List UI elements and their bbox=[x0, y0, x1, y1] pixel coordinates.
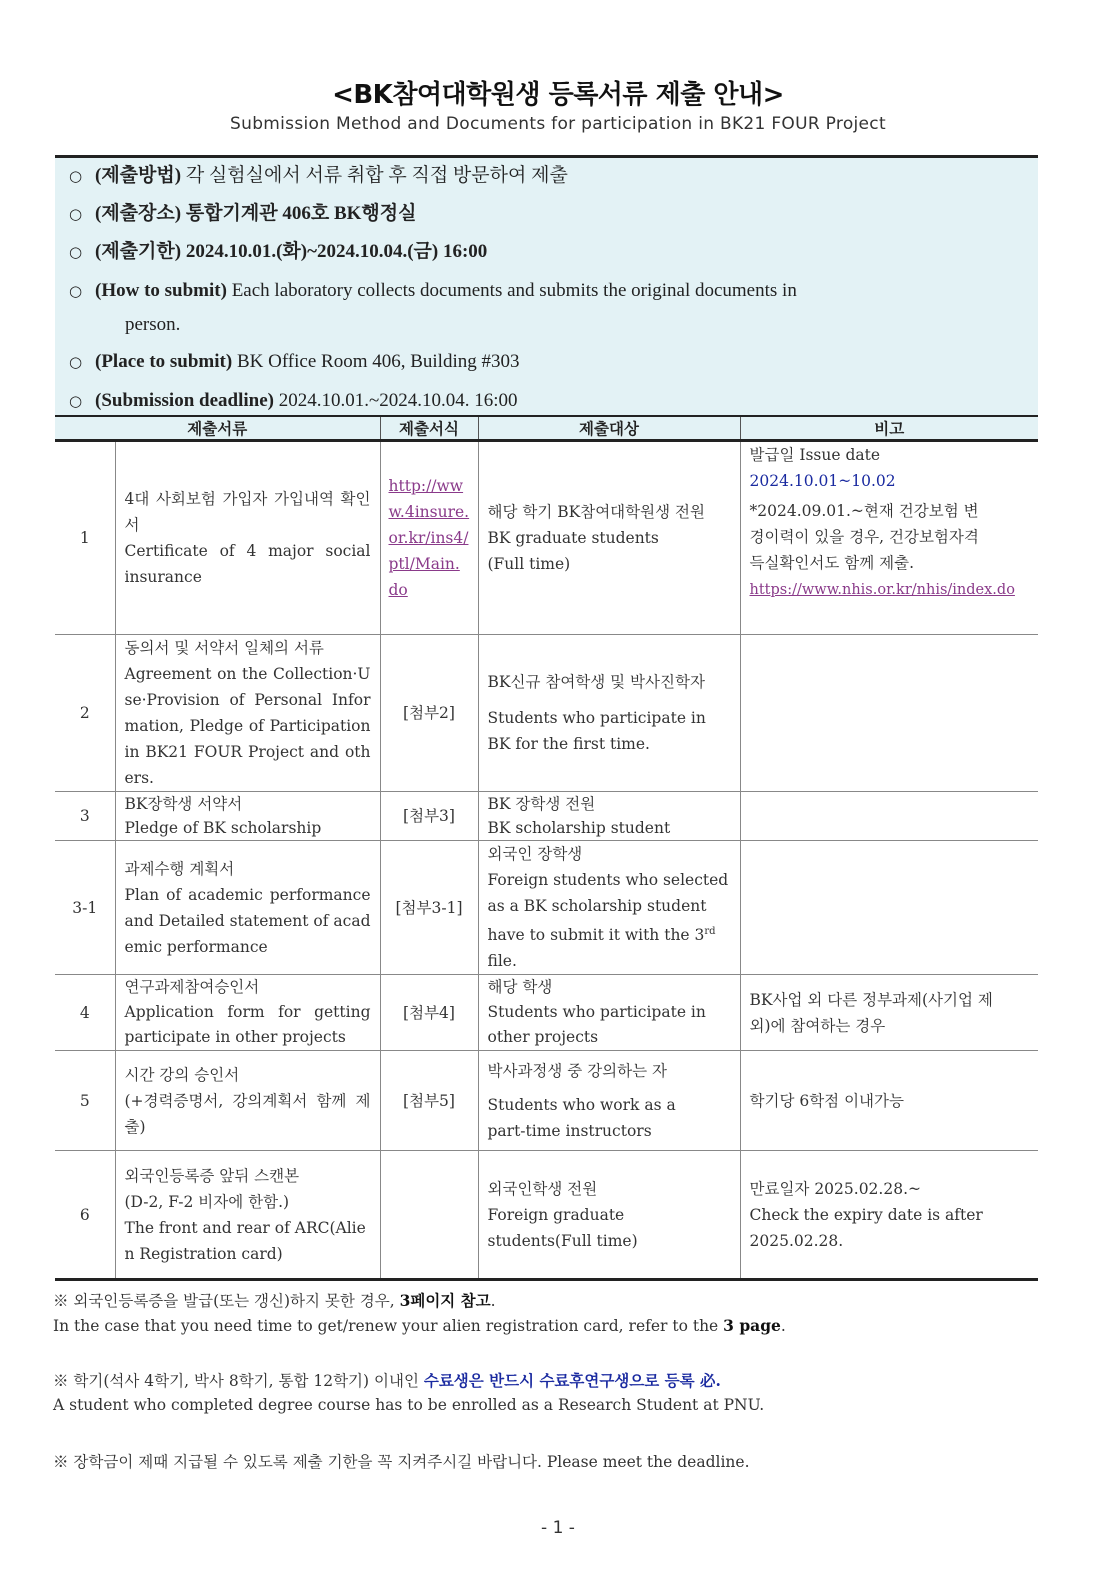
note-alien-card-ko bbox=[53, 1289, 496, 1311]
bullet-icon: ○ bbox=[69, 392, 83, 410]
remarks-cell bbox=[740, 792, 1038, 841]
row-number: 4 bbox=[55, 975, 115, 1051]
info-text-continued: person. bbox=[125, 314, 181, 335]
row-number: 3-1 bbox=[55, 841, 115, 975]
note-text: In the case that you need time to get/renew your alien registration card, refer to the bbox=[53, 1317, 724, 1335]
table-row bbox=[55, 975, 1038, 1051]
page-number: - 1 - bbox=[541, 1518, 575, 1538]
info-label: (Place to submit) bbox=[95, 351, 233, 372]
remarks-cell bbox=[740, 441, 1038, 635]
document-name-ko: BK장학생 서약서 bbox=[124, 795, 243, 813]
remarks-text: *2024.09.01.~현재 건강보험 변경이력이 있을 경우, 건강보험자격득실확인서도 함께 제출. bbox=[749, 502, 979, 572]
row-number: 2 bbox=[55, 635, 115, 792]
note-text: ※ 학기(석사 4학기, 박사 8학기, 통합 12학기) 이내인 bbox=[53, 1372, 424, 1390]
form-cell bbox=[380, 1151, 478, 1280]
document-name-ko: 연구과제참여승인서 bbox=[124, 978, 260, 997]
document-cell bbox=[115, 441, 380, 635]
document-name-ko: 외국인등록증 앞뒤 스캔본 bbox=[124, 1166, 300, 1185]
remarks-cell bbox=[740, 841, 1038, 975]
target-cell bbox=[478, 841, 740, 975]
target-cell bbox=[478, 635, 740, 792]
info-item-place-en bbox=[69, 345, 520, 379]
row-number: 6 bbox=[55, 1151, 115, 1280]
target-ko: 외국인 장학생 bbox=[487, 845, 583, 863]
issue-date-label: 발급일 Issue date bbox=[749, 446, 881, 464]
table-header-row bbox=[55, 416, 1038, 441]
nhis-link[interactable]: https://www.nhis.or.kr/nhis/index.do bbox=[749, 582, 1015, 598]
ordinal-suffix: rd bbox=[704, 926, 716, 937]
document-name-ko: 과제수행 계획서 bbox=[124, 859, 235, 878]
document-name-en: Pledge of BK scholarship bbox=[124, 819, 322, 837]
document-cell bbox=[115, 841, 380, 975]
info-text: Each laboratory collects documents and submits the original documents in bbox=[226, 280, 797, 301]
document-name-en: Certificate of 4 major social insurance bbox=[124, 542, 371, 586]
target-cell bbox=[478, 441, 740, 635]
documents-table bbox=[55, 415, 1038, 1281]
form-cell: [첨부3-1] bbox=[380, 841, 478, 975]
submission-info-box bbox=[55, 155, 1038, 415]
remarks-cell: 학기당 6학점 이내가능 bbox=[740, 1051, 1038, 1151]
table-row bbox=[55, 841, 1038, 975]
target-cell bbox=[478, 1051, 740, 1151]
note-text: ※ 외국인등록증을 발급(또는 갱신)하지 못한 경우, bbox=[53, 1292, 400, 1310]
info-item-deadline bbox=[69, 235, 487, 269]
document-name-ko: 동의서 및 서약서 일체의 서류 bbox=[124, 639, 324, 657]
form-cell: [첨부3] bbox=[380, 792, 478, 841]
form-cell bbox=[380, 441, 478, 635]
target-ko: 외국인학생 전원 bbox=[487, 1179, 598, 1198]
target-ko: 해당 학생 bbox=[487, 978, 553, 997]
document-cell bbox=[115, 1051, 380, 1151]
info-text: 2024.10.01.(화)~2024.10.04.(금) 16:00 bbox=[181, 241, 488, 262]
target-ko: 해당 학기 BK참여대학원생 전원 bbox=[487, 503, 705, 521]
note-highlight: 수료생은 반드시 수료후연구생으로 등록 必. bbox=[423, 1371, 721, 1390]
remarks-cell bbox=[740, 635, 1038, 792]
document-name-ko: 시간 강의 승인서 bbox=[124, 1065, 240, 1084]
table-row bbox=[55, 1051, 1038, 1151]
info-text: BK Office Room 406, Building #303 bbox=[232, 351, 520, 372]
bullet-icon: ○ bbox=[69, 353, 83, 371]
target-cell bbox=[478, 975, 740, 1051]
target-en: Students who work as a part-time instructors bbox=[487, 1095, 676, 1140]
expiry-date-en: Check the expiry date is after 2025.02.28. bbox=[749, 1205, 983, 1250]
row-number: 5 bbox=[55, 1051, 115, 1151]
document-name-visa: (D-2, F-2 비자에 한함.) bbox=[124, 1192, 290, 1211]
document-name-ko: 4대 사회보험 가입자 가입내역 확인서 bbox=[124, 490, 371, 534]
bullet-icon: ○ bbox=[69, 282, 83, 300]
bullet-icon: ○ bbox=[69, 243, 83, 261]
header-remarks: 비고 bbox=[740, 416, 1038, 441]
document-cell bbox=[115, 975, 380, 1051]
target-en: BK graduate students bbox=[487, 529, 659, 547]
row-number: 1 bbox=[55, 441, 115, 635]
info-item-deadline-en bbox=[69, 384, 518, 418]
target-en-text: Foreign students who selected as a BK scholarship student have to submit it with the 3 bbox=[487, 871, 729, 945]
issue-date-range: 2024.10.01~10.02 bbox=[749, 472, 896, 490]
table-row bbox=[55, 1151, 1038, 1280]
note-research-student-ko bbox=[53, 1369, 721, 1391]
note-bold-ref: 3 page bbox=[723, 1316, 781, 1335]
target-en-2: (Full time) bbox=[487, 555, 571, 573]
document-name-en: The front and rear of ARC(Alien Registration card) bbox=[124, 1218, 366, 1263]
info-label: (제출방법) bbox=[95, 165, 182, 186]
insurance-site-link[interactable]: http://www.4insure.or.kr/ins4/ptl/Main.do bbox=[388, 477, 470, 599]
page-title: <BK참여대학원생 등록서류 제출 안내> bbox=[332, 80, 784, 110]
table-row bbox=[55, 635, 1038, 792]
document-name-en: Plan of academic performance and Detailed statement of academic performance bbox=[124, 885, 371, 956]
bullet-icon: ○ bbox=[69, 167, 83, 185]
note-text: . bbox=[490, 1292, 496, 1310]
target-en: Foreign graduate students(Full time) bbox=[487, 1205, 638, 1250]
info-item-place bbox=[69, 197, 416, 231]
info-label: (How to submit) bbox=[95, 280, 227, 301]
info-item-method bbox=[69, 159, 568, 193]
remarks-cell: BK사업 외 다른 정부과제(사기업 제외)에 참여하는 경우 bbox=[740, 975, 1038, 1051]
document-cell bbox=[115, 792, 380, 841]
target-en: Students who participate in BK for the first time. bbox=[487, 709, 706, 753]
target-ko: BK 장학생 전원 bbox=[487, 795, 596, 813]
note-text: . bbox=[780, 1317, 786, 1335]
info-item-how-to-submit bbox=[69, 274, 1028, 341]
document-cell bbox=[115, 1151, 380, 1280]
table-row bbox=[55, 441, 1038, 635]
document-name-note: (+경력증명서, 강의계획서 함께 제출) bbox=[124, 1091, 371, 1136]
expiry-date-ko: 만료일자 2025.02.28.~ bbox=[749, 1179, 921, 1198]
info-text: 통합기계관 406호 BK행정실 bbox=[181, 203, 417, 224]
target-cell bbox=[478, 1151, 740, 1280]
info-label: (Submission deadline) bbox=[95, 390, 274, 411]
target-en bbox=[488, 867, 731, 974]
note-bold-ref: 3페이지 참고 bbox=[399, 1291, 491, 1310]
target-cell bbox=[478, 792, 740, 841]
target-ko: 박사과정생 중 강의하는 자 bbox=[487, 1061, 667, 1080]
document-name-en: Application form for getting participate in other projects bbox=[124, 1003, 371, 1047]
target-en-tail: file. bbox=[487, 952, 517, 971]
row-number: 3 bbox=[55, 792, 115, 841]
form-cell: [첨부2] bbox=[380, 635, 478, 792]
remarks-cell bbox=[740, 1151, 1038, 1280]
form-cell: [첨부5] bbox=[380, 1051, 478, 1151]
form-cell: [첨부4] bbox=[380, 975, 478, 1051]
bullet-icon: ○ bbox=[69, 205, 83, 223]
note-deadline: ※ 장학금이 제때 지급될 수 있도록 제출 기한을 꼭 지켜주시길 바랍니다. Please meet the deadline. bbox=[53, 1453, 750, 1471]
table-row bbox=[55, 792, 1038, 841]
info-label: (제출기한) bbox=[95, 241, 182, 262]
note-alien-card-en bbox=[53, 1316, 786, 1335]
note-research-student-en: A student who completed degree course has to be enrolled as a Research Student at PNU. bbox=[53, 1396, 765, 1414]
target-en: BK scholarship student bbox=[487, 819, 671, 837]
target-ko: BK신규 참여학생 및 박사진학자 bbox=[487, 673, 705, 691]
document-name-en: Agreement on the Collection·Use·Provision of Personal Information, Pledge of Participation in BK21 FOUR Project and others. bbox=[124, 665, 371, 787]
document-cell bbox=[115, 635, 380, 792]
info-label: (제출장소) bbox=[95, 203, 182, 224]
header-documents: 제출서류 bbox=[55, 416, 380, 441]
info-text: 2024.10.01.~2024.10.04. 16:00 bbox=[273, 390, 518, 411]
page-subtitle: Submission Method and Documents for participation in BK21 FOUR Project bbox=[230, 114, 886, 134]
target-en: Students who participate in other projects bbox=[487, 1003, 706, 1047]
info-text: 각 실험실에서 서류 취합 후 직접 방문하여 제출 bbox=[181, 165, 568, 186]
header-target: 제출대상 bbox=[478, 416, 740, 441]
header-form: 제출서식 bbox=[380, 416, 478, 441]
